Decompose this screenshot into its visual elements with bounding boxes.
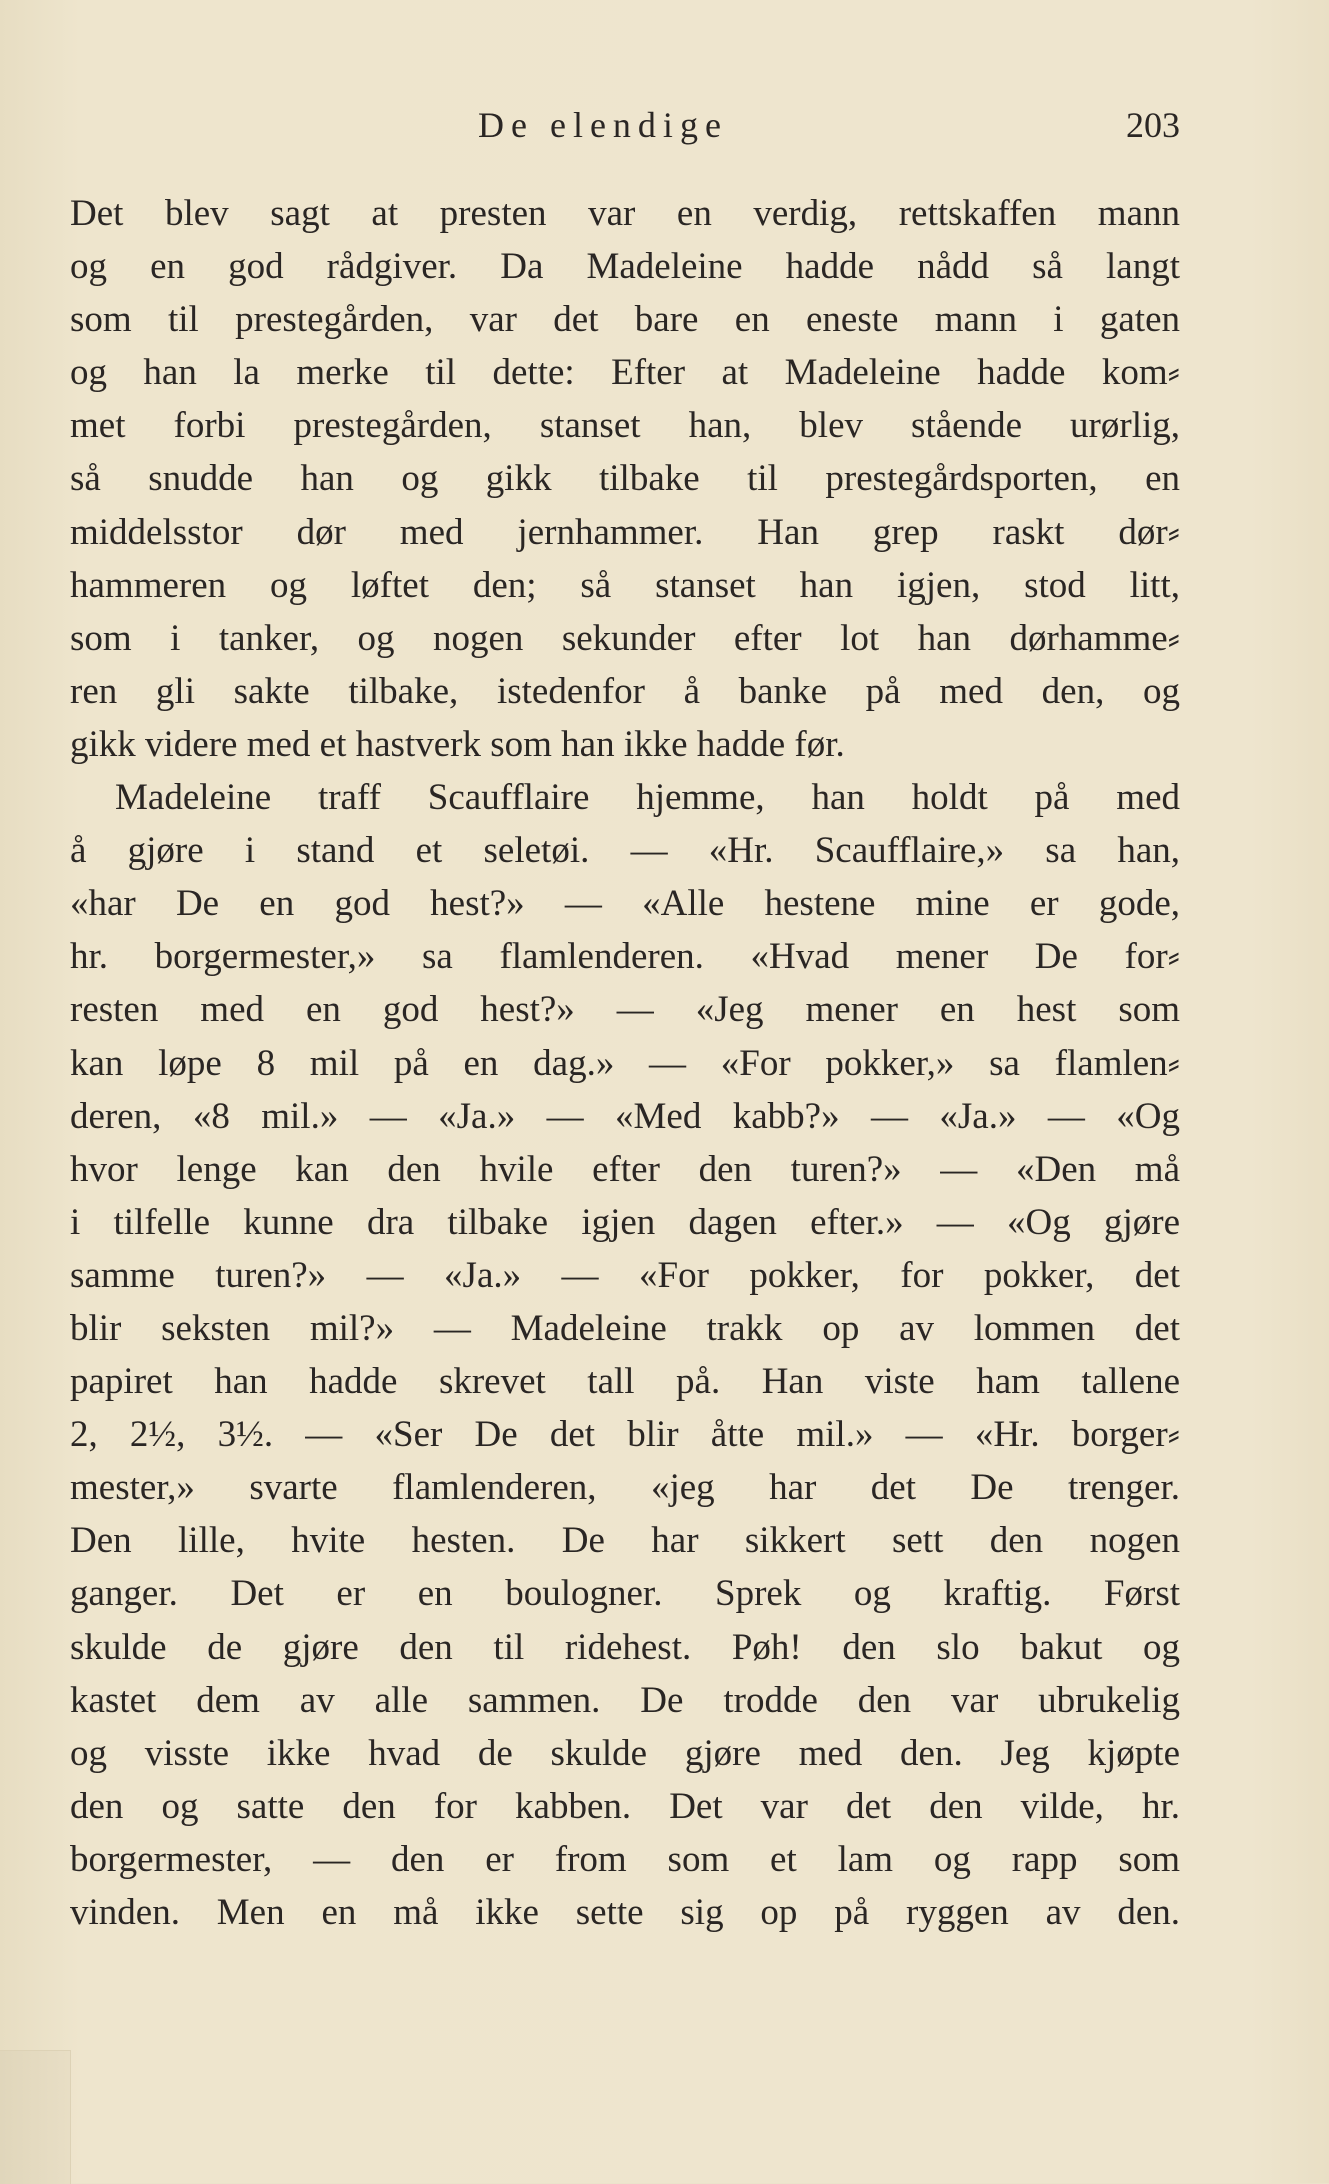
page-number: 203 bbox=[1126, 105, 1180, 145]
text-line: og visste ikke hvad de skulde gjøre med den. Jeg kjøpte bbox=[70, 1732, 1180, 1774]
running-title: De elendige bbox=[478, 105, 728, 145]
text-line: 2, 2½, 3½. — «Ser De det blir åtte mil.» — «Hr. borger⸗ bbox=[70, 1414, 1180, 1456]
text-line: kastet dem av alle sammen. De trodde den var ubrukelig bbox=[70, 1679, 1180, 1721]
text-line: så snudde han og gikk tilbake til prestegårdsporten, en bbox=[70, 458, 1180, 500]
text-line: kan løpe 8 mil på en dag.» — «For pokker,» sa flamlen⸗ bbox=[70, 1042, 1180, 1084]
text-line: i tilfelle kunne dra tilbake igjen dagen efter.» — «Og gjøre bbox=[70, 1201, 1180, 1243]
text-line: som i tanker, og nogen sekunder efter lot han dørhamme⸗ bbox=[70, 617, 1180, 659]
text-line: den og satte den for kabben. Det var det den vilde, hr. bbox=[70, 1785, 1180, 1827]
text-line: «har De en god hest?» — «Alle hestene mine er gode, bbox=[70, 883, 1180, 925]
text-line: som til prestegården, var det bare en eneste mann i gaten bbox=[70, 299, 1180, 341]
text-line: met forbi prestegården, stanset han, blev stående urørlig, bbox=[70, 405, 1180, 447]
text-line: å gjøre i stand et seletøi. — «Hr. Scaufflaire,» sa han, bbox=[70, 830, 1180, 872]
text-line: papiret han hadde skrevet tall på. Han viste ham tallene bbox=[70, 1361, 1180, 1403]
text-line-paragraph-start: Madeleine traff Scaufflaire hjemme, han holdt på med bbox=[115, 777, 1180, 819]
text-line: hvor lenge kan den hvile efter den turen?» — «Den må bbox=[70, 1148, 1180, 1190]
text-line: deren, «8 mil.» — «Ja.» — «Med kabb?» — «Ja.» — «Og bbox=[70, 1095, 1180, 1137]
page-edge-shadow bbox=[0, 2050, 71, 2184]
text-line: og en god rådgiver. Da Madeleine hadde nådd så langt bbox=[70, 246, 1180, 288]
text-line: borgermester, — den er from som et lam og rapp som bbox=[70, 1838, 1180, 1880]
text-line: og han la merke til dette: Efter at Madeleine hadde kom⸗ bbox=[70, 352, 1180, 394]
text-line: resten med en god hest?» — «Jeg mener en hest som bbox=[70, 989, 1180, 1031]
text-line: samme turen?» — «Ja.» — «For pokker, for pokker, det bbox=[70, 1254, 1180, 1296]
running-header bbox=[70, 104, 1180, 152]
text-line: Det blev sagt at presten var en verdig, rettskaffen mann bbox=[70, 193, 1180, 234]
text-line: ren gli sakte tilbake, istedenfor å banke på med den, og bbox=[70, 670, 1180, 712]
text-line: gikk videre med et hastverk som han ikke hadde før. bbox=[70, 723, 845, 765]
text-line: hr. borgermester,» sa flamlenderen. «Hvad mener De for⸗ bbox=[70, 936, 1180, 978]
text-line: vinden. Men en må ikke sette sig op på ryggen av den. bbox=[70, 1892, 1180, 1933]
text-line: Den lille, hvite hesten. De har sikkert sett den nogen bbox=[70, 1520, 1180, 1562]
body-text bbox=[70, 187, 1180, 1939]
text-line: mester,» svarte flamlenderen, «jeg har det De trenger. bbox=[70, 1467, 1180, 1509]
text-line: ganger. Det er en boulogner. Sprek og kraftig. Først bbox=[70, 1573, 1180, 1615]
text-line: hammeren og løftet den; så stanset han igjen, stod litt, bbox=[70, 564, 1180, 606]
text-line: skulde de gjøre den til ridehest. Pøh! den slo bakut og bbox=[70, 1626, 1180, 1668]
text-line: blir seksten mil?» — Madeleine trakk op av lommen det bbox=[70, 1307, 1180, 1349]
text-line: middelsstor dør med jernhammer. Han grep raskt dør⸗ bbox=[70, 511, 1180, 553]
